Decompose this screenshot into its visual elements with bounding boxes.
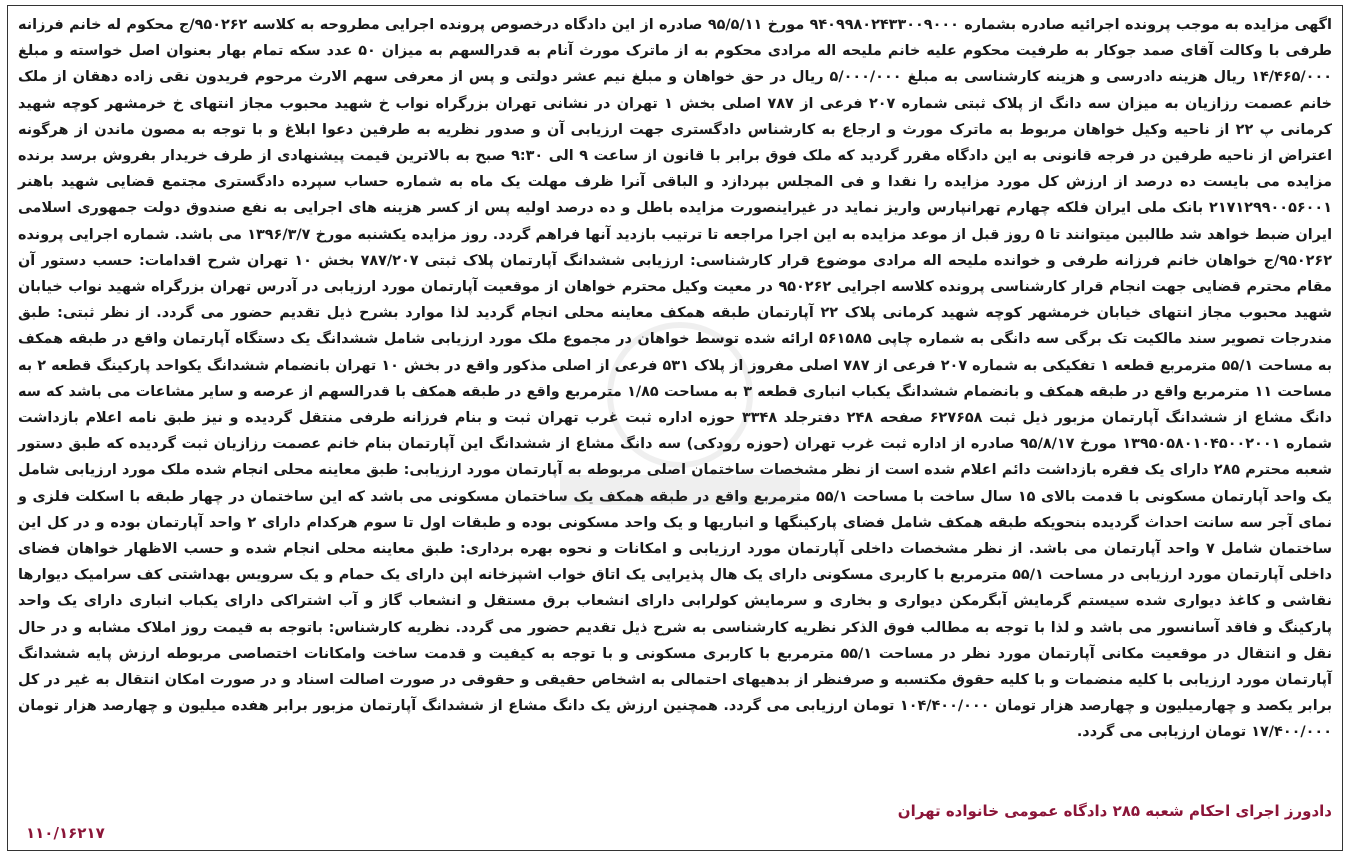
notice-paragraph-auction: اگهی مزایده به موجب پرونده اجرائیه صادره بشماره ۹۴۰۹۹۸۰۲۴۳۳۰۰۹۰۰۰ مورخ ۹۵/۵/۱۱ صادره از این دادگاه درخصوص پرونده اجرایی مطروحه به کلاسه ۹۵۰۲۶۲/ج محکوم له خانم فرزانه طرفی با وکالت آقای صمد جوکار به طرفیت محکوم علیه خانم ملیحه اله مرادی محکوم به از ماترک مورث آنام به قدرالسهم به میزان ۵۰ عدد سکه تمام بهار بعنوان اصل خواسته و مبلغ ۱۴/۴۶۵/۰۰۰ ریال هزینه دادرسی و هزینه کارشناسی به مبلغ ۵/۰۰۰/۰۰۰ ریال در حق خواهان و مبلغ نیم عشر دولتی و پس از معرفی سهم الارث مرحوم فریدون نقی زاده دهقان از ملک خانم عصمت رزازیان به میزان سه دانگ از پلاک ثبتی شماره ۲۰۷ فرعی از ۷۸۷ اصلی بخش ۱ تهران در نشانی تهران بزرگراه نواب خ شهید محبوب مجاز انتهای خ خرمشهر کوچه شهید کرمانی پ ۲۲ از ناحیه وکیل خواهان مربوط به ماترک مورث و ارجاع به کارشناس دادگستری جهت ارزیابی آن و صدور نظریه به طرفین دعوا ابلاغ و با توجه به مصون ماندن از هرگونه اعتراض از ناحیه طرفین در فرجه قانونی به این دادگاه مقرر گردید که ملک فوق برابر با قانون از ساعت ۹ الی ۹:۳۰ صبح به بالاترین قیمت پیشنهادی از طرف خریدار بفروش برسد برنده مزایده می بایست ده درصد از ارزش کل مورد مزایده را نقدا و فی المجلس بپردازد و الباقی آنرا ظرف مهلت یک ماه به شماره حساب سپرده دادگستری مجتمع قضایی شهید باهنر ۲۱۷۱۲۹۹۰۰۵۶۰۰۱ بانک ملی ایران فلکه چهارم تهرانپارس واریز نماید در غیراینصورت مزایده باطل و ده درصد اولیه پس از کسر هزینه های اجرایی به نفع صندوق دولت جمهوری اسلامی ایران ضبط خواهد شد طالبین میتوانند تا ۵ روز قبل از موعد مزایده به این اجرا مراجعه تا ترتیب بازدید آنها فراهم گردد. روز مزایده یکشنبه مورخ ۱۳۹۶/۳/۷ می باشد. (18, 17, 1333, 243)
notice-footer (18, 800, 1332, 846)
notice-paragraph-appraisal: شماره اجرایی پرونده ۹۵۰۲۶۲/ج خواهان خانم فرزانه طرفی و خوانده ملیحه اله مرادی موضوع قرار کارشناسی: ارزیابی ششدانگ آپارتمان پلاک ثبتی ۷۸۷/۲۰۷ بخش ۱۰ تهران شرح اقدامات: حسب دستور آن مقام محترم قضایی جهت انجام قرار کارشناسی پرونده کلاسه اجرایی ۹۵۰۲۶۲ در معیت وکیل محترم خواهان از موقعیت آپارتمان مورد ارزیابی در آدرس تهران بزرگراه شهید نواب خیابان شهید محبوب مجاز انتهای خیابان خرمشهر کوچه شهید کرمانی پلاک ۲۲ آپارتمان طبقه همکف معاینه محلی انجام گردید لذا موارد بشرح ذیل تقدیم حضور می گردد. از نظر ثبتی: طبق مندرجات تصویر سند مالکیت تک برگی سه دانگی به شماره چاپی ۵۶۱۵۸۵ ارائه شده توسط خواهان در مجموع ملک مورد ارزیابی شامل ششدانگ یک دستگاه آپارتمان واقع در طبقه همکف به مساحت ۵۵/۱ مترمربع قطعه ۱ تفکیکی به شماره ۲۰۷ فرعی از ۷۸۷ اصلی مفروز از پلاک ۵۳۱ فرعی از اصلی مذکور واقع در بخش ۱۰ تهران بانضمام ششدانگ یکواحد پارکینگ قطعه ۲ به مساحت ۱۱ مترمربع واقع در طبقه همکف و بانضمام ششدانگ یکباب انباری قطعه ۳ به مساحت ۱/۸۵ مترمربع واقع در طبقه همکف با قدرالسهم از عرصه و سایر مشاعات می باشد که سه دانگ مشاع از ششدانگ آپارتمان مزبور ذیل ثبت ۶۲۷۶۵۸ صفحه ۲۴۸ دفترجلد ۳۳۴۸ حوزه اداره ثبت غرب تهران ثبت و بنام فرزانه طرفی منتقل گردیده و نیز طبق نامه اعلام بازداشت شماره ۱۳۹۵۰۵۸۰۱۰۴۵۰۰۲۰۰۱ مورخ ۹۵/۸/۱۷ صادره از اداره ثبت غرب تهران (حوزه رودکی) سه دانگ مشاع از ششدانگ این آپارتمان بنام خانم عصمت رزازیان ثبت گردیده که طبق دستور شعبه محترم ۲۸۵ دارای یک فقره بازداشت دائم اعلام شده است از نظر مشخصات ساختمان اصلی مربوطه به آپارتمان مورد ارزیابی: طبق معاینه محلی انجام شده ملک مورد ارزیابی شامل یک واحد آپارتمان مسکونی با قدمت بالای ۱۵ سال ساخت با مساحت ۵۵/۱ مترمربع واقع در طبقه همکف یک ساختمان مسکونی می باشد که این ساختمان در چهار طبقه با اسکلت فلزی و نمای آجر سه سانت احداث گردیده بنحویکه طبقه همکف شامل فضای پارکینگها و انباریها و یک واحد مسکونی بوده و طبقات اول تا سوم هرکدام دارای ۲ واحد آپارتمان بوده و در کل این ساختمان شامل ۷ واحد آپارتمان می باشد. از نظر مشخصات داخلی آپارتمان مورد ارزیابی و امکانات و نحوه بهره برداری: طبق معاینه محلی انجام شده و حسب الاظهار خواهان فضای داخلی آپارتمان مورد ارزیابی در مساحت ۵۵/۱ مترمربع با کاربری مسکونی دارای یک هال پذیرایی یک اتاق خواب اشپزخانه اپن دارای یک حمام و یک سرویس بهداشتی کف سرامیک دیوارها نقاشی و کاغذ دیواری شده سیستم گرمایش آبگرمکن دیواری و بخاری و سرمایش کولرابی دارای انشعاب برق مستقل و انشعاب گاز و آب اشتراکی دارای یکباب انباری دارای یک واحد پارکینگ و فاقد آسانسور می باشد و لذا با توجه به مطالب فوق الذکر نظریه کارشناسی به شرح ذیل تقدیم حضور می گردد. نظریه کارشناس: باتوجه به قیمت روز املاک مشابه و در حال نقل و انتقال در موقعیت مکانی آپارتمان مورد نظر در مساحت ۵۵/۱ مترمربع با کاربری مسکونی و با توجه به کیفیت و قدمت ساخت وامکانات اختصاصی مربوطه ارزش پایه ششدانگ آپارتمان مورد ارزیابی با کلیه منضمات و با کلیه حقوق مکتسبه و صرفنظر از بدهیهای احتمالی به اشخاص حقیقی و حقوقی در صورت اصالت اسناد و در صورت امکان انتقال به غیر در کل برابر یکصد و چهارمیلیون و چهارصد هزار تومان ۱۰۴/۴۰۰/۰۰۰ تومان ارزیابی می گردد. همچنین ارزش یک دانگ مشاع از ششدانگ آپارتمان مزبور برابر هفده میلیون و چهارصد هزار تومان ۱۷/۴۰۰/۰۰۰ تومان ارزیابی می گردد. (18, 226, 1333, 741)
notice-body (18, 12, 1332, 746)
signature-line: دادورز اجرای احکام شعبه ۲۸۵ دادگاه عمومی خانواده تهران (897, 802, 1332, 820)
legal-notice-box (7, 5, 1343, 851)
notice-code: ۱۱۰/۱۶۲۱۷ (26, 824, 105, 842)
